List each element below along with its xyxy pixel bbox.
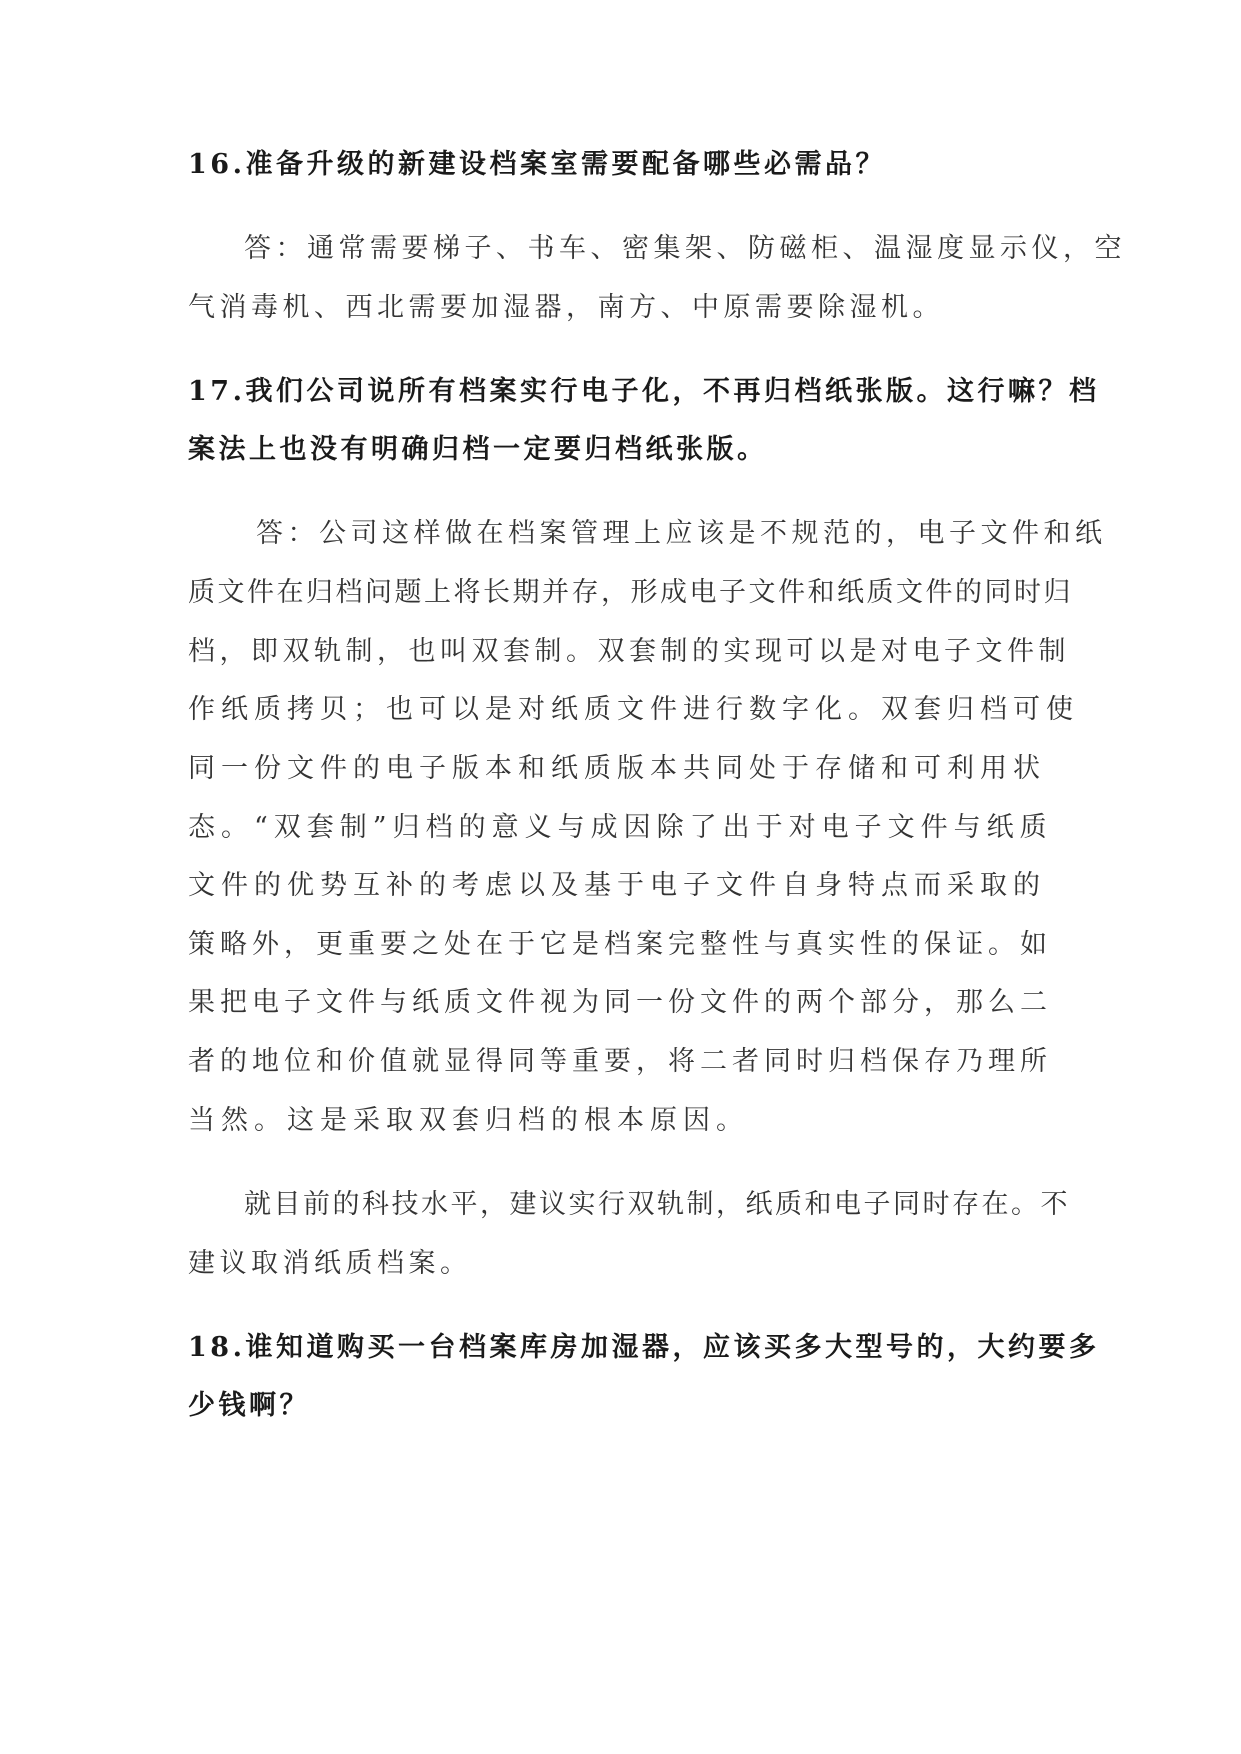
question-17-line-2: 案法上也没有明确归档一定要归档纸张版。 [188,434,768,465]
answer-17-para2-line-1: 就目前的科技水平，建议实行双轨制，纸质和电子同时存在。不 [244,1189,1070,1220]
answer-17-line-5: 同一份文件的电子版本和纸质版本共同处于存储和可利用状 [188,753,1046,784]
answer-17-line-9: 果把电子文件与纸质文件视为同一份文件的两个部分，那么二 [188,987,1052,1018]
answer-17-line-6: 态。“双套制”归档的意义与成因除了出于对电子文件与纸质 [188,812,1053,843]
answer-17-line-1: 答：公司这样做在档案管理上应该是不规范的，电子文件和纸 [256,518,1107,549]
answer-17-line-4: 作纸质拷贝；也可以是对纸质文件进行数字化。双套归档可使 [188,694,1079,725]
answer-17-line-3: 档，即双轨制，也叫双套制。双套制的实现可以是对电子文件制 [188,636,1070,667]
question-16-line-1: 16.准备升级的新建设档案室需要配备哪些必需品？ [188,149,886,180]
answer-16-line-2: 气消毒机、西北需要加湿器，南方、中原需要除湿机。 [188,292,944,323]
question-18-line-2: 少钱啊？ [188,1390,310,1421]
question-17-line-1: 17.我们公司说所有档案实行电子化，不再归档纸张版。这行嘛？档 [188,376,1100,407]
answer-17-para2-line-2: 建议取消纸质档案。 [188,1248,472,1279]
answer-17-line-8: 策略外，更重要之处在于它是档案完整性与真实性的保证。如 [188,929,1052,960]
question-18-line-1: 18.谁知道购买一台档案库房加湿器，应该买多大型号的，大约要多 [188,1332,1100,1363]
answer-17-line-11: 当然。这是采取双套归档的根本原因。 [188,1105,749,1136]
answer-16-line-1: 答：通常需要梯子、书车、密集架、防磁柜、温湿度显示仪，空 [244,233,1126,264]
answer-17-line-2: 质文件在归档问题上将长期并存，形成电子文件和纸质文件的同时归 [188,577,1073,608]
answer-17-line-7: 文件的优势互补的考虑以及基于电子文件自身特点而采取的 [188,870,1046,901]
answer-17-line-10: 者的地位和价值就显得同等重要，将二者同时归档保存乃理所 [188,1046,1052,1077]
